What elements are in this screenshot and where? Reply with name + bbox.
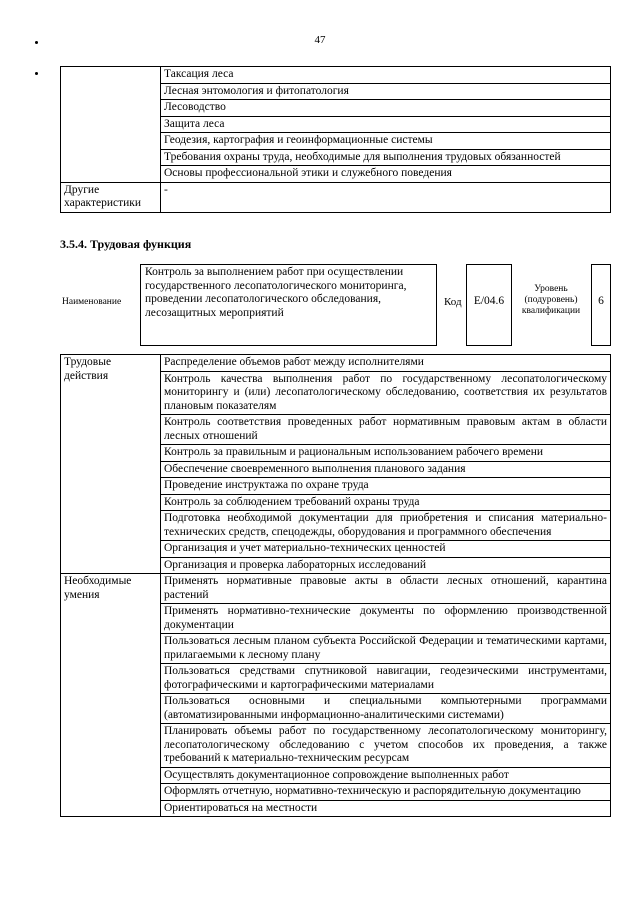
section-title: 3.5.4. Трудовая функция — [60, 237, 192, 251]
skill-item: Ориентироваться на местности — [161, 800, 611, 817]
action-item: Обеспечение своевременного выполнения планового задания — [161, 461, 611, 478]
knowledge-item: Требования охраны труда, необходимые для выполнения трудовых обязанностей — [161, 149, 611, 166]
other-characteristics-value: - — [161, 182, 611, 212]
table-row — [61, 574, 611, 604]
page-number: 47 — [314, 34, 326, 46]
other-characteristics-label: Другие характеристики — [61, 182, 161, 212]
skills-label: Необходимые умения — [61, 574, 161, 817]
code-value: E/04.6 — [466, 264, 512, 346]
skill-item: Пользоваться основными и специальными компьютерными программами (автоматизированными информационно-аналитическими системами) — [161, 694, 611, 724]
level-value: 6 — [591, 264, 611, 346]
action-item: Организация и проверка лабораторных исследований — [161, 557, 611, 574]
action-item: Проведение инструктажа по охране труда — [161, 478, 611, 495]
name-label: Наименование — [62, 297, 122, 307]
skill-item: Пользоваться средствами спутниковой навигации, геодезическими инструментами, фотографическими и картографическими материалами — [161, 664, 611, 694]
margin-dot — [35, 72, 38, 75]
row-label-cell — [61, 67, 161, 183]
skill-item: Применять нормативные правовые акты в области лесных отношений, карантина растений — [161, 574, 611, 604]
action-item: Контроль соответствия проведенных работ нормативным правовым актам в области лесных отношений — [161, 415, 611, 445]
margin-dot — [35, 41, 38, 44]
knowledge-item: Таксация леса — [161, 67, 611, 84]
knowledge-item: Лесоводство — [161, 100, 611, 117]
action-item: Контроль за соблюдением требований охраны труда — [161, 494, 611, 511]
skill-item: Применять нормативно-технические документы по оформлению производственной документации — [161, 604, 611, 634]
skill-item: Осуществлять документационное сопровождение выполненных работ — [161, 767, 611, 784]
action-item: Организация и учет материально-технических ценностей — [161, 541, 611, 558]
knowledge-item: Защита леса — [161, 116, 611, 133]
table-row — [61, 182, 611, 212]
action-item: Распределение объемов работ между исполнителями — [161, 355, 611, 372]
labor-function-table — [60, 354, 611, 817]
name-value: Контроль за выполнением работ при осуществлении государственного лесопатологического мониторинга, проведении лесопатологического обследования, лесозащитных мероприятий — [140, 264, 437, 346]
skill-item: Планировать объемы работ по государственному лесопатологическому мониторингу, лесопатологическому обследованию с учетом способов их проведения, а также требований к материально-техническим ресурсам — [161, 724, 611, 768]
action-item: Контроль за правильным и рациональным использованием рабочего времени — [161, 445, 611, 462]
action-item: Контроль качества выполнения работ по государственному лесопатологическому мониторингу и (или) лесопатологическому обследованию, соответствия их результатов плановым показателям — [161, 371, 611, 415]
skill-item: Пользоваться лесным планом субъекта Российской Федерации и тематическими картами, прилагаемыми к лесному плану — [161, 634, 611, 664]
table-row — [61, 355, 611, 372]
knowledge-item: Лесная энтомология и фитопатология — [161, 83, 611, 100]
table-row — [61, 67, 611, 84]
action-item: Подготовка необходимой документации для приобретения и списания материально-технических средств, спецодежды, оборудования и программного обеспечения — [161, 511, 611, 541]
knowledge-item: Основы профессиональной этики и служебного поведения — [161, 166, 611, 183]
knowledge-item: Геодезия, картография и геоинформационные системы — [161, 133, 611, 150]
skill-item: Оформлять отчетную, нормативно-техническую и распорядительную документацию — [161, 784, 611, 801]
actions-label: Трудовые действия — [61, 355, 161, 574]
level-label: Уровень (подуровень) квалификации — [521, 284, 581, 316]
code-label: Код — [444, 296, 462, 308]
knowledge-table — [60, 66, 611, 213]
